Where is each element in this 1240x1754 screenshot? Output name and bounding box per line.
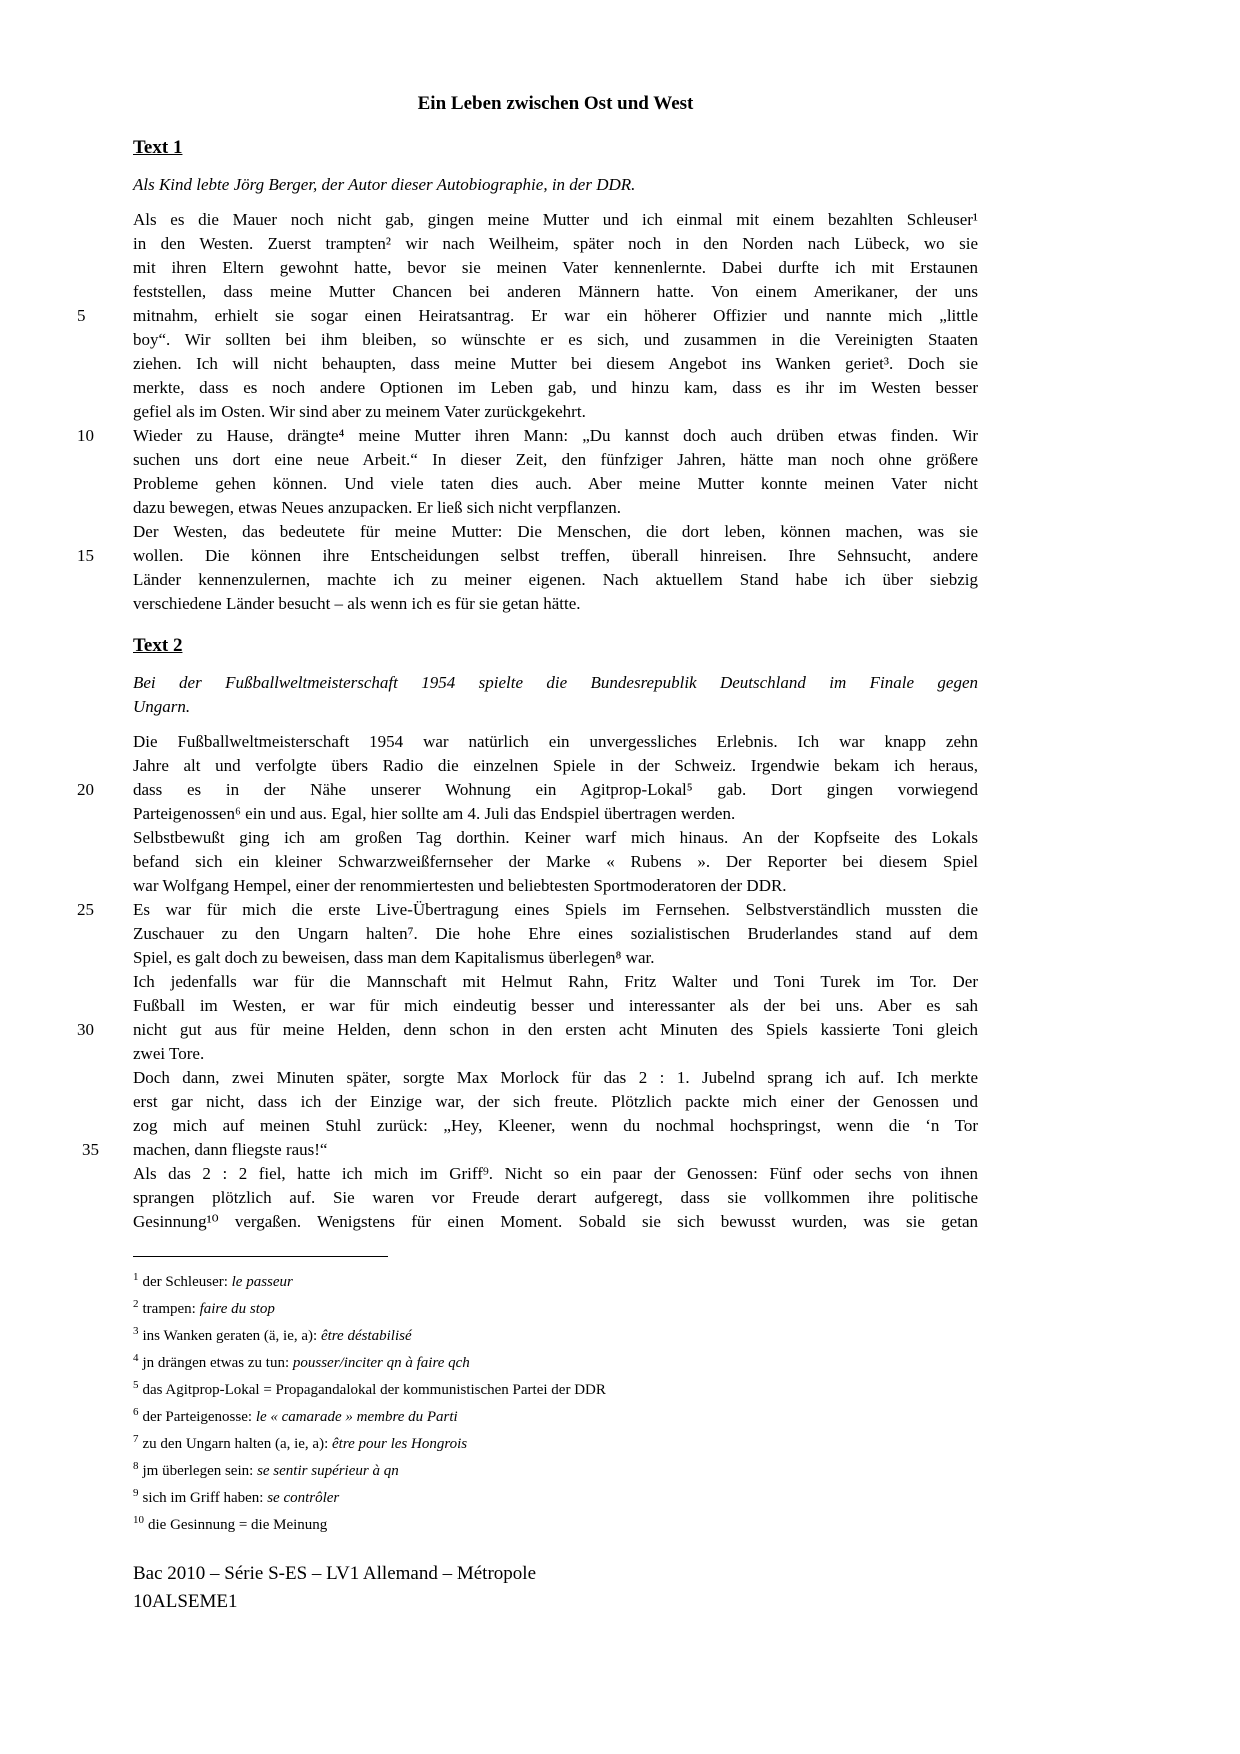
text-section-1	[77, 136, 978, 616]
text-line-content: Fußball im Westen, er war für mich eindeutig besser und interessanter als der bei uns. Aber es sah	[133, 996, 978, 1015]
text-line-content: wollen. Die können ihre Entscheidungen selbst treffen, überall hinreisen. Ihre Sehnsucht, andere	[133, 546, 978, 565]
text-line	[77, 304, 978, 328]
text-line-content: mit ihren Eltern gewohnt hatte, bevor sie meinen Vater kennenlernte. Dabei durfte ich mit Erstaunen	[133, 258, 978, 277]
text-line	[133, 946, 978, 970]
footnote-number: 2	[133, 1298, 139, 1310]
text-line-content: machen, dann fliegste raus!“	[133, 1140, 328, 1159]
footnote-german-text: die Gesinnung = die Meinung	[148, 1517, 328, 1533]
text-line	[133, 520, 978, 544]
footnote-french-translation: être déstabilisé	[320, 1328, 412, 1344]
footnote-number: 7	[133, 1433, 139, 1445]
text-line	[133, 1114, 978, 1138]
footnote	[133, 1374, 978, 1401]
text-line-content: Gesinnung¹⁰ vergaßen. Wenigstens für einen Moment. Sobald sie sich bewusst wurden, was sie getan	[133, 1212, 978, 1231]
text-line-content: Selbstbewußt ging ich am großen Tag dorthin. Keiner warf mich hinaus. An der Kopfseite des Lokals	[133, 828, 978, 847]
text-line-content: merkte, dass es noch andere Optionen im Leben gab, und hinzu kam, dass es ihr im Westen besser	[133, 378, 978, 397]
footnote-french-translation: le « camarade » membre du Parti	[255, 1409, 458, 1425]
line-number: 20	[77, 780, 94, 799]
footnote-number: 4	[133, 1352, 139, 1364]
text-line-content: dazu bewegen, etwas Neues anzupacken. Er ließ sich nicht verpflanzen.	[133, 498, 622, 517]
text-line-content: Als es die Mauer noch nicht gab, gingen meine Mutter und ich einmal mit einem bezahlten Schleuser¹	[133, 210, 978, 229]
text-line-content: mitnahm, erhielt sie sogar einen Heiratsantrag. Er war ein höherer Offizier und nannte mich „little	[133, 306, 978, 325]
text-line	[133, 208, 978, 232]
text-line	[133, 1210, 978, 1234]
intro-line: Ungarn.	[133, 697, 191, 716]
text-line-content: Ich jedenfalls war für die Mannschaft mit Helmut Rahn, Fritz Walter und Toni Turek im Tor. Der	[133, 972, 978, 991]
text-line	[133, 400, 978, 424]
footnote-french-translation: se sentir supérieur à qn	[257, 1463, 399, 1479]
text-line	[133, 730, 978, 754]
text-line-content: Länder kennenzulernen, machte ich zu meiner eigenen. Nach aktuellem Stand habe ich über siebzig	[133, 570, 978, 589]
text-line	[133, 826, 978, 850]
text-line	[133, 496, 978, 520]
text-line-content: Jahre alt und verfolgte übers Radio die einzelnen Spiele in der Schweiz. Irgendwie bekam ich heraus,	[133, 756, 978, 775]
section-intro	[133, 671, 978, 719]
footnote-number: 8	[133, 1460, 139, 1472]
footnote-german-text: jm überlegen sein:	[142, 1463, 258, 1479]
line-number: 10	[77, 426, 94, 445]
text-line-content: verschiedene Länder besucht – als wenn ich es für sie getan hätte.	[133, 594, 581, 613]
text-line	[133, 850, 978, 874]
text-line-content: war Wolfgang Hempel, einer der renommiertesten und beliebtesten Sportmoderatoren der DDR.	[133, 876, 787, 895]
footer-exam-info: Bac 2010 – Série S-ES – LV1 Allemand – Métropole	[133, 1563, 536, 1584]
footnote-number: 1	[133, 1271, 139, 1283]
footnote	[133, 1428, 978, 1455]
text-line-content: Wieder zu Hause, drängte⁴ meine Mutter ihren Mann: „Du kannst doch auch drüben etwas finden. Wir	[133, 426, 978, 445]
text-line-content: Als das 2 : 2 fiel, hatte ich mich im Griff⁹. Nicht so ein paar der Genossen: Fünf oder sechs von ihnen	[133, 1164, 978, 1183]
section-1-heading: Text 1	[133, 137, 183, 158]
intro-line: Bei der Fußballweltmeisterschaft 1954 spielte die Bundesrepublik Deutschland im Finale gegen	[133, 673, 978, 692]
footnote-german-text: trampen:	[142, 1301, 200, 1317]
footnote-number: 6	[133, 1406, 139, 1418]
text-line	[133, 376, 978, 400]
section-intro	[133, 173, 978, 197]
text-line	[133, 1066, 978, 1090]
text-line	[133, 754, 978, 778]
section-body	[77, 208, 978, 616]
text-line-content: Doch dann, zwei Minuten später, sorgte Max Morlock für das 2 : 1. Jubelnd sprang ich auf. Ich merkte	[133, 1068, 978, 1087]
text-line	[133, 232, 978, 256]
footnote-german-text: das Agitprop-Lokal = Propagandalokal der kommunistischen Partei der DDR	[142, 1382, 606, 1398]
text-line-content: feststellen, dass meine Mutter Chancen bei anderen Männern hatte. Von einem Amerikaner, der uns	[133, 282, 978, 301]
line-number: 35	[82, 1140, 99, 1159]
line-number: 25	[77, 900, 94, 919]
text-section-2	[77, 634, 978, 1234]
footnote-german-text: der Schleuser:	[142, 1274, 232, 1290]
text-line	[133, 1162, 978, 1186]
text-line-content: erst gar nicht, dass ich der Einzige war, der sich freute. Plötzlich packte mich einer der Genossen und	[133, 1092, 978, 1111]
footnote	[133, 1401, 978, 1428]
text-line-content: boy“. Wir sollten bei ihm bleiben, so wünschte er es sich, und zusammen in die Vereinigten Staaten	[133, 330, 978, 349]
line-number: 30	[77, 1020, 94, 1039]
text-line-content: sprangen plötzlich auf. Sie waren vor Freude derart aufgeregt, dass sie vollkommen ihre politische	[133, 1188, 978, 1207]
text-line-content: dass es in der Nähe unserer Wohnung ein Agitprop-Lokal⁵ gab. Dort gingen vorwiegend	[133, 780, 978, 799]
footnote	[133, 1509, 978, 1536]
text-line	[133, 874, 978, 898]
text-line-content: Probleme gehen können. Und viele taten dies auch. Aber meine Mutter konnte meinen Vater nicht	[133, 474, 978, 493]
footnote-german-text: ins Wanken geraten (ä, ie, a):	[142, 1328, 321, 1344]
footnote-french-translation: le passeur	[231, 1274, 293, 1290]
text-line-content: befand sich ein kleiner Schwarzweißfernseher der Marke « Rubens ». Der Reporter bei diesem Spiel	[133, 852, 978, 871]
text-line-content: zog mich auf meinen Stuhl zurück: „Hey, Kleener, wenn du nochmal hochspringst, wenn die ‘n Tor	[133, 1116, 978, 1135]
footnote-german-text: jn drängen etwas zu tun:	[142, 1355, 293, 1371]
footer-document-code: 10ALSEME1	[133, 1591, 238, 1612]
text-line	[133, 256, 978, 280]
footnote	[133, 1455, 978, 1482]
footnote-german-text: zu den Ungarn halten (a, ie, a):	[142, 1436, 332, 1452]
text-line	[133, 448, 978, 472]
text-line	[82, 1138, 978, 1162]
text-line	[133, 568, 978, 592]
line-number: 5	[77, 306, 86, 325]
text-line-content: Parteigenossen⁶ ein und aus. Egal, hier sollte am 4. Juli das Endspiel übertragen werden.	[133, 804, 736, 823]
text-line-content: Die Fußballweltmeisterschaft 1954 war natürlich ein unvergessliches Erlebnis. Ich war knapp zehn	[133, 732, 978, 751]
footnote	[133, 1320, 978, 1347]
footnote-german-text: sich im Griff haben:	[142, 1490, 268, 1506]
text-line	[133, 994, 978, 1018]
text-line-content: nicht gut aus für meine Helden, denn schon in den ersten acht Minuten des Spiels kassierte Toni gleich	[133, 1020, 978, 1039]
document-page	[77, 0, 978, 1616]
text-line	[133, 352, 978, 376]
footnote-separator	[133, 1256, 388, 1257]
footnote-number: 5	[133, 1379, 139, 1391]
footnotes-list	[133, 1266, 978, 1536]
text-line-content: in den Westen. Zuerst trampten² wir nach Weilheim, später noch in den Norden nach Lübeck, wo sie	[133, 234, 978, 253]
text-line	[77, 544, 978, 568]
text-line	[133, 1042, 978, 1066]
page-footer	[133, 1560, 978, 1616]
text-line	[77, 778, 978, 802]
text-line-content: ziehen. Ich will nicht behaupten, dass meine Mutter bei diesem Angebot ins Wanken geriet³. Doch sie	[133, 354, 978, 373]
footnote-number: 9	[133, 1487, 139, 1499]
section-body	[77, 730, 978, 1234]
text-line-content: zwei Tore.	[133, 1044, 205, 1063]
text-line-content: Spiel, es galt doch zu beweisen, dass man dem Kapitalismus überlegen⁸ war.	[133, 948, 655, 967]
footnote-number: 10	[133, 1514, 144, 1526]
text-line-content: Zuschauer zu den Ungarn halten⁷. Die hohe Ehre eines sozialistischen Bruderlandes stand auf dem	[133, 924, 978, 943]
text-line	[133, 802, 978, 826]
footnote	[133, 1482, 978, 1509]
footnote-german-text: der Parteigenosse:	[142, 1409, 256, 1425]
text-line	[133, 1186, 978, 1210]
footnote-french-translation: pousser/inciter qn à faire qch	[292, 1355, 470, 1371]
footnote-french-translation: se contrôler	[267, 1490, 340, 1506]
text-line	[77, 1018, 978, 1042]
text-line	[133, 328, 978, 352]
text-line-content: gefiel als im Osten. Wir sind aber zu meinem Vater zurückgekehrt.	[133, 402, 586, 421]
text-line	[77, 424, 978, 448]
text-line	[133, 970, 978, 994]
footnote-french-translation: être pour les Hongrois	[332, 1436, 468, 1452]
footnote	[133, 1293, 978, 1320]
text-line-content: Der Westen, das bedeutete für meine Mutter: Die Menschen, die dort leben, können machen, was sie	[133, 522, 978, 541]
text-line	[133, 1090, 978, 1114]
line-number: 15	[77, 546, 94, 565]
footnote	[133, 1347, 978, 1374]
text-line	[133, 922, 978, 946]
footnote-number: 3	[133, 1325, 139, 1337]
footnote	[133, 1266, 978, 1293]
section-2-heading: Text 2	[133, 635, 183, 656]
text-line	[133, 592, 978, 616]
sections-container	[77, 136, 978, 1234]
footnote-french-translation: faire du stop	[199, 1301, 275, 1317]
text-line-content: suchen uns dort eine neue Arbeit.“ In dieser Zeit, den fünfziger Jahren, hätte man noch ohne größere	[133, 450, 978, 469]
text-line	[133, 280, 978, 304]
intro-line: Als Kind lebte Jörg Berger, der Autor dieser Autobiographie, in der DDR.	[133, 175, 636, 194]
page-title: Ein Leben zwischen Ost und West	[417, 93, 694, 114]
text-line	[77, 898, 978, 922]
text-line-content: Es war für mich die erste Live-Übertragung eines Spiels im Fernsehen. Selbstverständlich mussten die	[133, 900, 978, 919]
text-line	[133, 472, 978, 496]
